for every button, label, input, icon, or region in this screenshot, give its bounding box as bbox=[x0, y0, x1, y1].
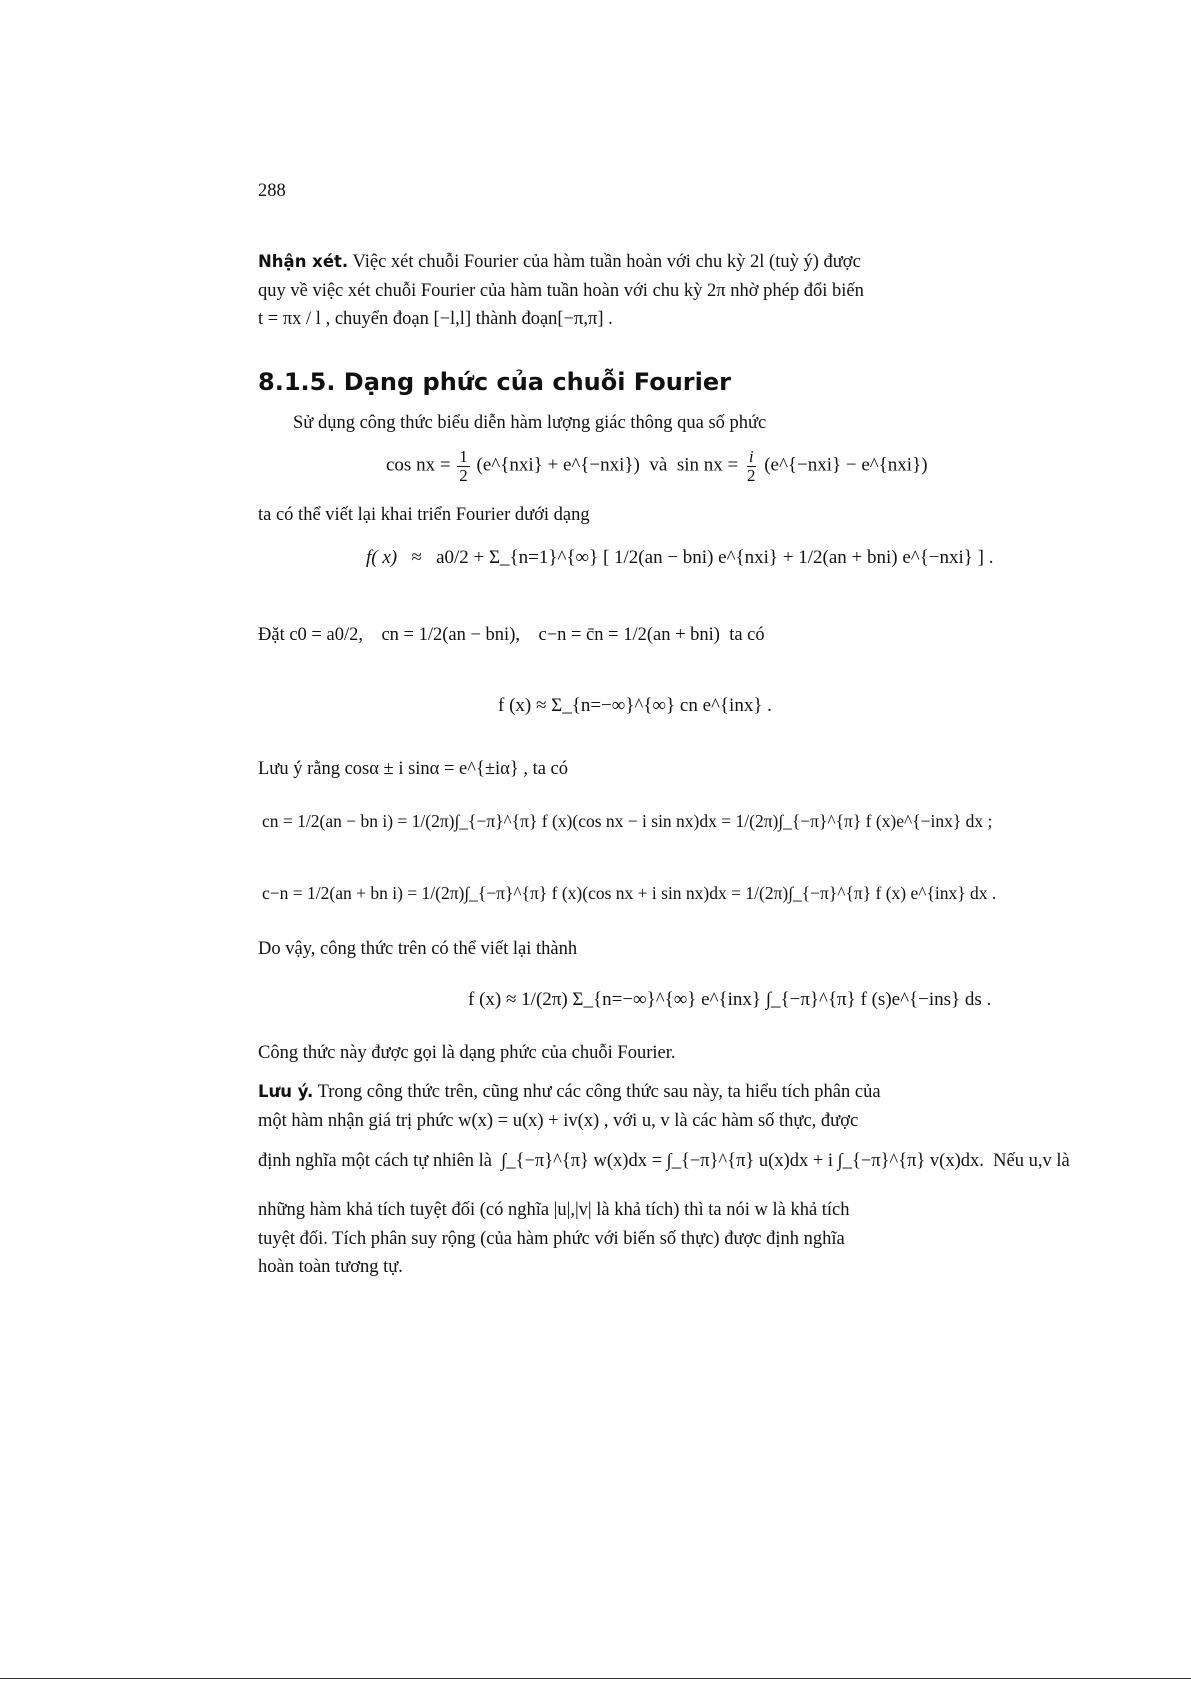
page-number: 288 bbox=[258, 181, 286, 201]
cn-formula: cn = 1/2(an − bn i) = 1/(2π)∫_{−π}^{π} f (x)(cos nx − i sin nx)dx = 1/(2π)∫_{−π}^{π} f (x)e^{−inx} dx ; bbox=[262, 811, 993, 831]
remark-paragraph bbox=[258, 248, 934, 334]
c-minus-n-formula: c−n = 1/2(an + bn i) = 1/(2π)∫_{−π}^{π} f (x)(cos nx + i sin nx)dx = 1/(2π)∫_{−π}^{π} f (x) e^{inx} dx . bbox=[262, 883, 997, 903]
bottom-rule bbox=[0, 1678, 1191, 1679]
remark-line-3: t = πx / l , chuyển đoạn [−l,l] thành đoạn[−π,π] . bbox=[258, 309, 613, 330]
integral-definition: ∫_{−π}^{π} w(x)dx = ∫_{−π}^{π} u(x)dx + i ∫_{−π}^{π} v(x)dx. bbox=[501, 1151, 984, 1171]
fourier-series-formula: f( x) ≈ a0/2 + Σ_{n=1}^{∞} [ 1/2(an − bni) e^{nxi} + 1/2(an + bni) e^{−nxi} ] . bbox=[366, 547, 994, 568]
caution-line-3: định nghĩa một cách tự nhiên là ∫_{−π}^{π} w(x)dx = ∫_{−π}^{π} u(x)dx + i ∫_{−π}^{π} v(x)dx. Nếu u,v là bbox=[258, 1151, 1070, 1171]
euler-note: Lưu ý rằng cosα ± i sinα = e^{±iα} , ta có bbox=[258, 759, 569, 779]
complex-form-sentence: Công thức này được gọi là dạng phức của chuỗi Fourier. bbox=[258, 1043, 676, 1063]
caution-line-4: những hàm khả tích tuyệt đối (có nghĩa |u|,|v| là khả tích) thì ta nói w là khả tích bbox=[258, 1200, 850, 1220]
cos-sin-formula: cos nx = $\frac{1}{2}$ (e^{nxi} + e^{−nxi}) và sin nx = $\frac{i}{2}$ (e^{−nxi} − e^{nxi}) bbox=[386, 447, 928, 485]
sin-rhs: (e^{−nxi} − e^{nxi}) bbox=[764, 454, 928, 476]
rewrite-text: ta có thể viết lại khai triển Fourier dưới dạng bbox=[258, 505, 590, 525]
complex-series-formula: f (x) ≈ Σ_{n=−∞}^{∞} cn e^{inx} . bbox=[498, 695, 772, 716]
remark-line-2: quy về việc xét chuỗi Fourier của hàm tuần hoàn với chu kỳ 2π nhờ phép đổi biến bbox=[258, 280, 864, 301]
therefore-text: Do vậy, công thức trên có thể viết lại thành bbox=[258, 939, 578, 959]
intro-text: Sử dụng công thức biểu diễn hàm lượng giác thông qua số phức bbox=[293, 413, 767, 433]
cos-rhs: (e^{nxi} + e^{−nxi}) bbox=[476, 454, 640, 476]
remark-line-1: Việc xét chuỗi Fourier của hàm tuần hoàn với chu kỳ 2l (tuỳ ý) được bbox=[352, 252, 861, 272]
caution-label: Lưu ý. bbox=[258, 1082, 314, 1101]
caution-continued bbox=[258, 1196, 934, 1282]
caution-line-5: tuyệt đối. Tích phân suy rộng (của hàm phức với biến số thực) được định nghĩa bbox=[258, 1228, 845, 1249]
section-title: 8.1.5. Dạng phức của chuỗi Fourier bbox=[258, 368, 731, 396]
caution-line-1: Trong công thức trên, cũng như các công thức sau này, ta hiểu tích phân của bbox=[317, 1082, 881, 1102]
caution-line-2: một hàm nhận giá trị phức w(x) = u(x) + iv(x) , với u, v là các hàm số thực, được bbox=[258, 1110, 859, 1131]
coefficient-definitions: Đặt c0 = a0/2, cn = 1/2(an − bni), c−n = c̄n = 1/2(an + bni) ta có bbox=[258, 625, 765, 645]
caution-paragraph bbox=[258, 1078, 934, 1135]
series-rhs: a0/2 + Σ_{n=1}^{∞} [ 1/2(an − bni) e^{nxi} + 1/2(an + bni) e^{−nxi} ] . bbox=[436, 547, 994, 568]
remark-label: Nhận xét. bbox=[258, 252, 349, 271]
caution-line-6: hoàn toàn tương tự. bbox=[258, 1257, 403, 1278]
final-formula: f (x) ≈ 1/(2π) Σ_{n=−∞}^{∞} e^{inx} ∫_{−π}^{π} f (s)e^{−ins} ds . bbox=[468, 989, 992, 1010]
